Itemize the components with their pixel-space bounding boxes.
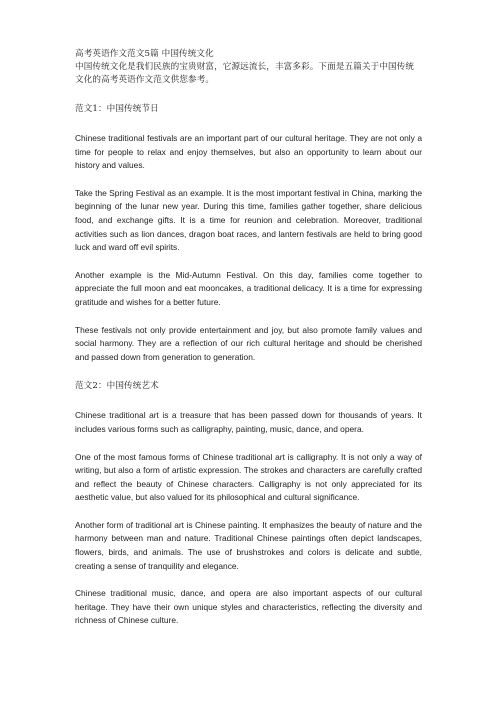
- section-2: [75, 380, 422, 628]
- paragraph: These festivals not only provide entertainment and joy, but also promote family values and social harmony. They are a reflection of our rich cultural heritage and should be cherished and passed down from generation to generation.: [75, 324, 422, 362]
- document-title: 高考英语作文范文5篇 中国传统文化: [75, 49, 214, 59]
- document-intro: 中国传统文化是我们民族的宝贵财富，它源远流长，丰富多彩。下面是五篇关于中国传统文化的高考英语作文范文供您参考。: [75, 62, 415, 85]
- paragraph: Take the Spring Festival as an example. It is the most important festival in China, marking the beginning of the lunar new year. During this time, families gather together, share delicious food, and exchange gifts. It is a time for reunion and celebration. Moreover, traditional activities such as lion dances, dragon boat races, and lantern festivals are held to bring good luck and ward off evil spirits.: [75, 187, 422, 253]
- section-heading: 范文2：中国传统艺术: [75, 381, 159, 392]
- paragraph: Another form of traditional art is Chinese painting. It emphasizes the beauty of nature and the harmony between man and nature. Traditional Chinese paintings often depict landscapes, flowers, birds, and animals. The use of brushstrokes and colors is delicate and subtle, creating a sense of tranquility and elegance.: [75, 519, 422, 571]
- paragraph: Chinese traditional art is a treasure that has been passed down for thousands of years. It includes various forms such as calligraphy, painting, music, dance, and opera.: [75, 410, 422, 434]
- paragraph: Chinese traditional festivals are an important part of our cultural heritage. They are not only a time for people to relax and enjoy themselves, but also an opportunity to learn about our history and values.: [75, 133, 422, 171]
- paragraph: One of the most famous forms of Chinese traditional art is calligraphy. It is not only a way of writing, but also a form of artistic expression. The strokes and characters are carefully crafted and reflect the beauty of Chinese characters. Calligraphy is not only appreciated for its aesthetic value, but also valued for its philosophical and cultural significance.: [75, 451, 422, 503]
- paragraph: Chinese traditional music, dance, and opera are also important aspects of our cultural heritage. They have their own unique styles and characteristics, reflecting the diversity and richness of Chinese culture.: [75, 588, 422, 626]
- paragraph: Another example is the Mid-Autumn Festival. On this day, families come together to appreciate the full moon and eat mooncakes, a traditional delicacy. It is a time for expressing gratitude and wishes for a better future.: [75, 269, 422, 307]
- section-heading: 范文1：中国传统节日: [75, 104, 159, 114]
- section-1: [75, 103, 422, 364]
